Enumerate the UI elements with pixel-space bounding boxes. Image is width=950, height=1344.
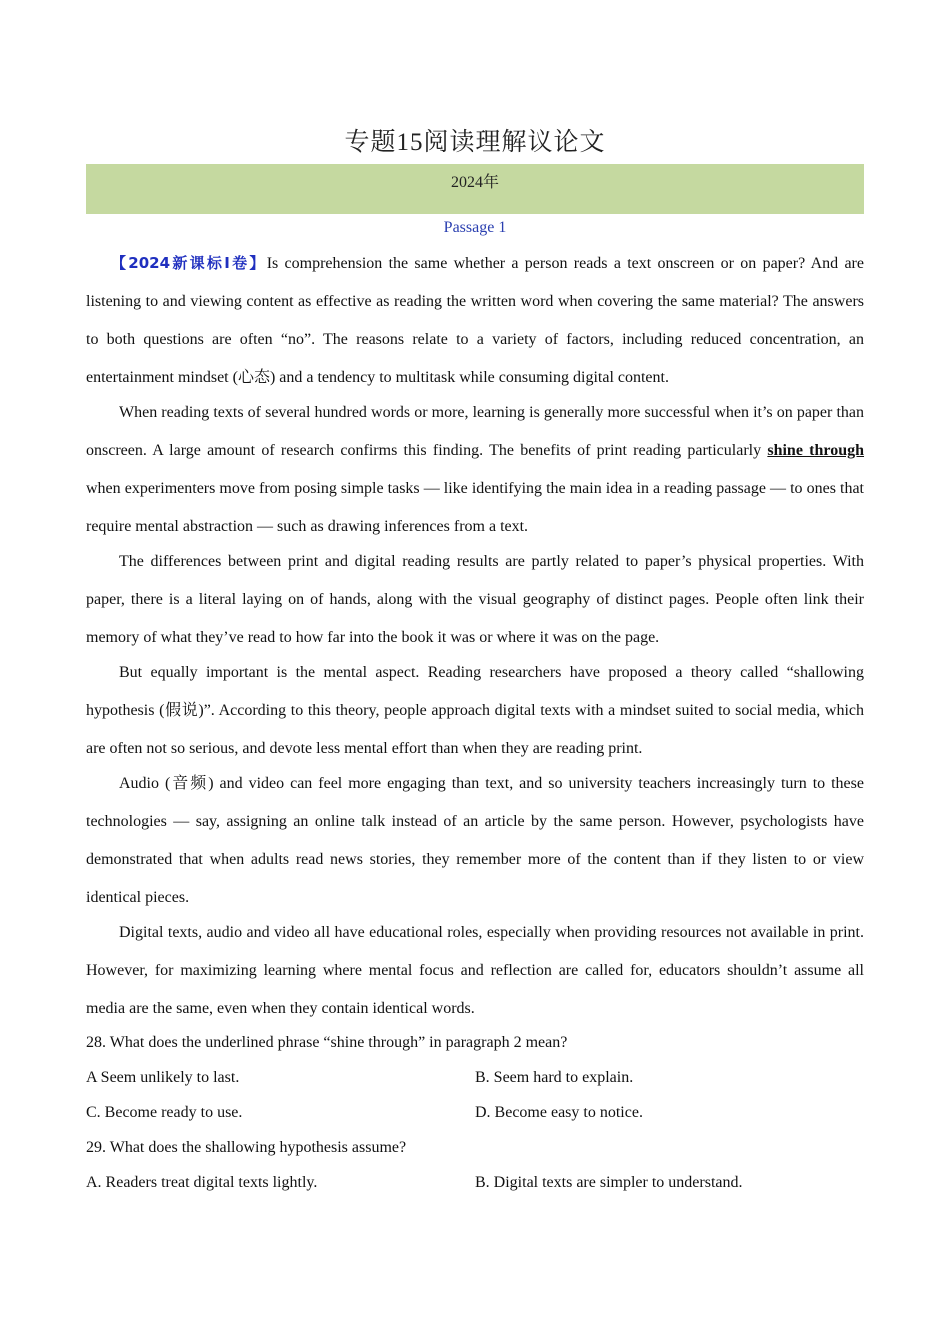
paragraph-4: But equally important is the mental aspect. Reading researchers have proposed a theory called “shallowing hypothesis (假说)”. According to this theory, people approach digital texts with a mindset suited to social media, which are often not so serious, and devote less mental effort than when they are reading print. — [86, 664, 864, 757]
paragraph-2-text-before: When reading texts of several hundred words or more, learning is generally more successful when it’s on paper than onscreen. A large amount of research confirms this finding. The benefits of print reading particularly — [86, 404, 864, 459]
paragraph-2-text-after: when experimenters move from posing simple tasks — like identifying the main idea in a reading passage — to ones that require mental abstraction — such as drawing inferences from a text. — [86, 480, 864, 535]
option-a: A. Readers treat digital texts lightly. — [86, 1174, 318, 1191]
question-28-options-row-2 — [86, 1095, 864, 1130]
question-28 — [86, 1025, 864, 1130]
year-label: 2024年 — [450, 174, 499, 191]
passage-label: Passage 1 — [443, 219, 507, 236]
paragraph-1 — [86, 244, 864, 397]
paragraph-3: The differences between print and digital reading results are partly related to paper’s physical properties. With paper, there is a literal laying on of hands, along with the visual geography of distinct pages. People often link their memory of what they’ve read to how far into the book it was or where it was on the page. — [86, 553, 864, 646]
option-c: C. Become ready to use. — [86, 1104, 243, 1121]
passage-body — [86, 244, 864, 1200]
question-28-options-row-1 — [86, 1060, 864, 1095]
option-b: B. Seem hard to explain. — [475, 1069, 634, 1086]
underlined-phrase: shine through — [767, 442, 865, 459]
source-tag: 【2024新课标Ⅰ卷】 — [111, 254, 267, 272]
paragraph-2 — [86, 394, 864, 546]
page-title: 专题15阅读理解议论文 — [344, 129, 606, 156]
paragraph-1-text: Is comprehension the same whether a person reads a text onscreen or on paper? And are listening to and viewing content as effective as reading the written word when covering the same material? The answers to both questions are often “no”. The reasons relate to a variety of factors, including reduced concentration, an entertainment mindset (心态) and a tendency to multitask while consuming digital content. — [86, 255, 864, 386]
question-29 — [86, 1130, 864, 1200]
paragraph-6: Digital texts, audio and video all have educational roles, especially when providing resources not available in print. However, for maximizing learning where mental focus and reflection are called for, educators shouldn’t assume all media are the same, even when they contain identical words. — [86, 924, 864, 1017]
option-d: D. Become easy to notice. — [475, 1104, 643, 1121]
question-29-options-row-1 — [86, 1165, 864, 1200]
option-a: A Seem unlikely to last. — [86, 1069, 240, 1086]
option-b: B. Digital texts are simpler to understand. — [475, 1174, 743, 1191]
paragraph-5: Audio (音频) and video can feel more engaging than text, and so university teachers increasingly turn to these technologies — say, assigning an online talk instead of an article by the same person. However, psychologists have demonstrated that when adults read news stories, they remember more of the content than if they listen to or view identical pieces. — [86, 775, 864, 906]
question-29-stem: 29. What does the shallowing hypothesis assume? — [86, 1139, 407, 1156]
year-band — [86, 164, 864, 214]
question-28-stem: 28. What does the underlined phrase “shine through” in paragraph 2 mean? — [86, 1034, 568, 1051]
